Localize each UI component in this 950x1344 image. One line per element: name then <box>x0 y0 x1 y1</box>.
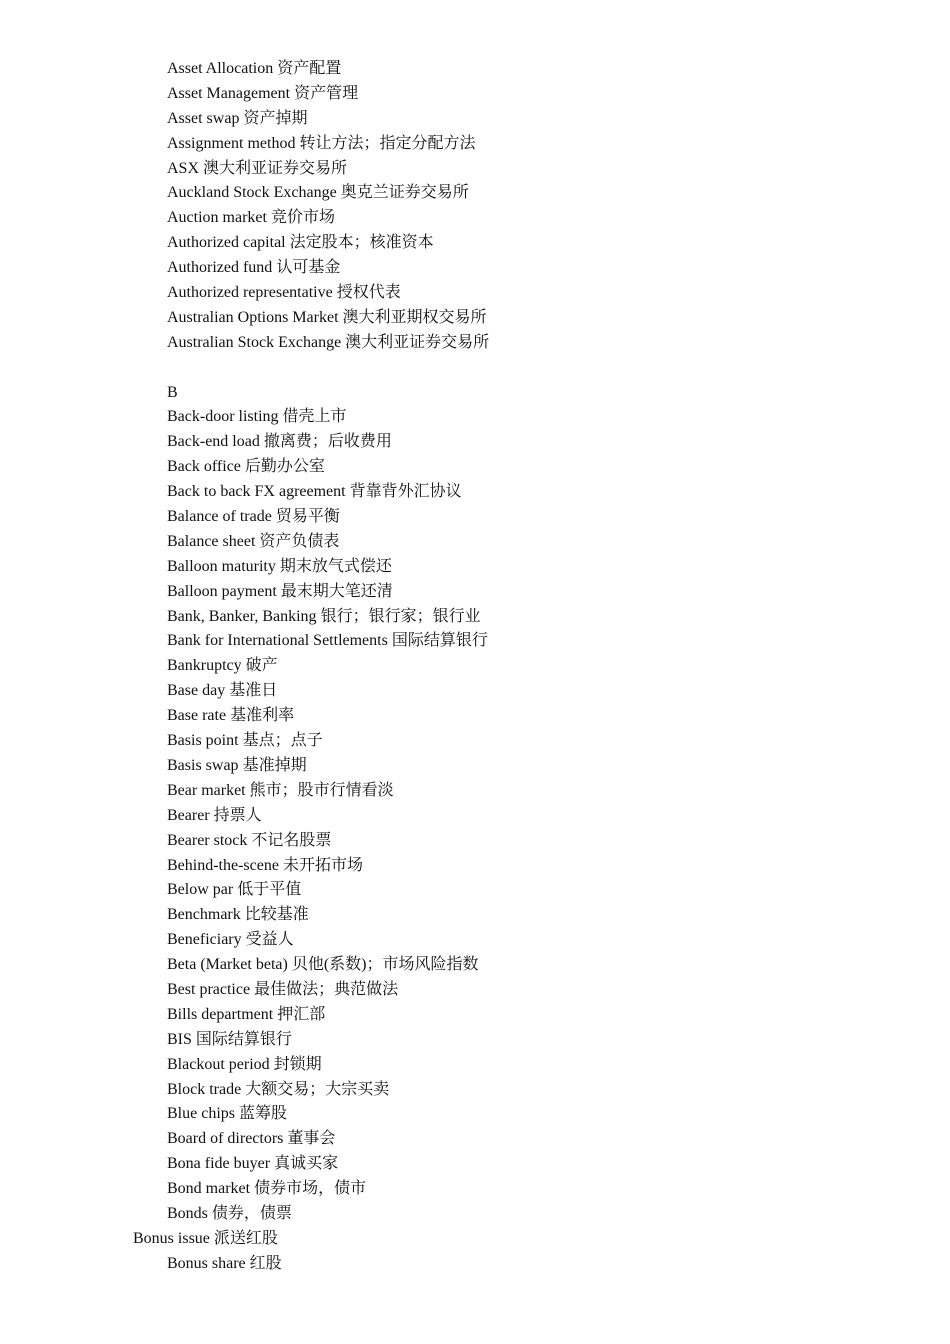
entry-translation: 押汇部 <box>277 1005 326 1023</box>
glossary-entry <box>0 1202 950 1227</box>
entry-term: Authorized capital <box>167 234 286 252</box>
glossary-entry <box>0 405 950 430</box>
entry-term: Base rate <box>167 707 227 725</box>
glossary-entry <box>0 854 950 879</box>
glossary-entry <box>0 704 950 729</box>
entry-translation: 银行；银行家；银行业 <box>320 607 481 625</box>
entry-translation: 撤离费；后收费用 <box>263 433 392 451</box>
entry-translation: 熊市；股市行情看淡 <box>249 781 394 799</box>
entry-translation: 资产掉期 <box>243 109 308 127</box>
glossary-entry <box>0 1053 950 1078</box>
entry-translation: 最末期大笔还清 <box>280 582 393 600</box>
entry-term: Authorized representative <box>167 284 333 302</box>
entry-term: Bank, Banker, Banking <box>167 607 317 625</box>
entry-translation: 受益人 <box>245 931 294 949</box>
entry-term: Below par <box>167 881 234 899</box>
glossary-entry <box>0 605 950 630</box>
glossary-entry <box>0 132 950 157</box>
glossary-entry <box>0 928 950 953</box>
entry-translation: 借壳上市 <box>282 408 347 426</box>
entry-term: Blackout period <box>167 1055 270 1073</box>
glossary-entry <box>0 878 950 903</box>
entry-translation: 破产 <box>245 657 278 675</box>
glossary-entry <box>0 629 950 654</box>
entry-term: Behind-the-scene <box>167 856 279 874</box>
glossary-list <box>0 57 950 1277</box>
entry-translation: 最佳做法；典范做法 <box>254 980 399 998</box>
entry-term: Back office <box>167 458 241 476</box>
glossary-entry <box>0 306 950 331</box>
entry-term: Back-door listing <box>167 408 279 426</box>
glossary-entry <box>0 1252 950 1277</box>
section-heading-b: B <box>167 383 178 401</box>
entry-term: Asset Management <box>167 84 291 102</box>
entry-translation: 澳大利亚证券交易所 <box>203 159 348 177</box>
entry-term: Back to back FX agreement <box>167 483 346 501</box>
entry-term: Bonus issue <box>133 1229 210 1247</box>
entry-term: Authorized fund <box>167 259 273 277</box>
entry-translation: 授权代表 <box>336 284 401 302</box>
entry-term: Assignment method <box>167 134 296 152</box>
glossary-entry <box>0 181 950 206</box>
glossary-entry <box>0 480 950 505</box>
entry-term: Bonds <box>167 1204 208 1222</box>
entry-translation: 未开拓市场 <box>282 856 363 874</box>
entry-translation: 大额交易；大宗买卖 <box>245 1080 390 1098</box>
glossary-entry <box>0 679 950 704</box>
entry-translation: 认可基金 <box>276 259 341 277</box>
entry-term: Asset Allocation <box>167 60 274 77</box>
entry-term: Auckland Stock Exchange <box>167 184 337 202</box>
glossary-entry <box>0 1152 950 1177</box>
entry-term: Balance of trade <box>167 508 272 526</box>
glossary-entry <box>0 530 950 555</box>
glossary-entry <box>0 1003 950 1028</box>
entry-translation: 转让方法；指定分配方法 <box>299 134 476 152</box>
glossary-entry <box>0 430 950 455</box>
glossary-entry <box>0 903 950 928</box>
entry-translation: 持票人 <box>213 806 262 824</box>
entry-term: Balloon payment <box>167 582 277 600</box>
glossary-entry <box>0 1028 950 1053</box>
glossary-entry <box>0 281 950 306</box>
entry-translation: 澳大利亚期权交易所 <box>342 308 487 326</box>
entry-translation: 低于平值 <box>237 881 302 899</box>
entry-term: Base day <box>167 682 226 700</box>
glossary-entry <box>0 206 950 231</box>
glossary-entry <box>0 1102 950 1127</box>
entry-translation: 红股 <box>249 1254 282 1272</box>
entry-term: Asset swap <box>167 109 240 127</box>
entry-term: Bankruptcy <box>167 657 242 675</box>
entry-term: Bearer <box>167 806 210 824</box>
entry-translation: 贸易平衡 <box>275 508 340 526</box>
entry-term: Bona fide buyer <box>167 1155 271 1173</box>
glossary-entry <box>0 57 950 82</box>
glossary-entry <box>0 231 950 256</box>
entry-term: Bearer stock <box>167 831 248 849</box>
entry-translation: 封锁期 <box>273 1055 322 1073</box>
entry-translation: 不记名股票 <box>251 831 332 849</box>
glossary-entry <box>0 256 950 281</box>
entry-term: Board of directors <box>167 1130 284 1148</box>
entry-term: Beneficiary <box>167 931 242 949</box>
entry-translation: 基点；点子 <box>242 732 323 750</box>
entry-term: Back-end load <box>167 433 260 451</box>
entry-translation: 后勤办公室 <box>244 458 325 476</box>
entry-translation: 真诚买家 <box>274 1155 339 1173</box>
glossary-entry <box>0 829 950 854</box>
entry-translation: 基准利率 <box>230 707 295 725</box>
entry-term: Bonus share <box>167 1254 246 1272</box>
entry-translation: 期末放气式偿还 <box>279 557 392 575</box>
entry-translation: 比较基准 <box>244 906 309 924</box>
entry-translation: 债券市场，债市 <box>254 1180 367 1198</box>
entry-term: Basis point <box>167 732 239 750</box>
glossary-entry <box>0 580 950 605</box>
entry-term: BIS <box>167 1030 192 1048</box>
entry-term: Bear market <box>167 781 246 799</box>
glossary-entry <box>0 505 950 530</box>
entry-translation: 资产负债表 <box>259 532 340 550</box>
glossary-entry <box>0 1078 950 1103</box>
entry-term: Balance sheet <box>167 532 256 550</box>
entry-term: Balloon maturity <box>167 557 276 575</box>
entry-translation: 基准掉期 <box>242 756 307 774</box>
entry-translation: 董事会 <box>287 1130 336 1148</box>
entry-translation: 基准日 <box>229 682 278 700</box>
glossary-entry <box>0 1127 950 1152</box>
glossary-entry <box>0 754 950 779</box>
entry-term: Bills department <box>167 1005 274 1023</box>
entry-translation: 国际结算银行 <box>391 632 488 650</box>
entry-term: Australian Stock Exchange <box>167 333 342 351</box>
entry-translation: 国际结算银行 <box>195 1030 292 1048</box>
entry-term: Bank for International Settlements <box>167 632 388 650</box>
entry-translation: 背靠背外汇协议 <box>349 483 462 501</box>
glossary-entry <box>0 729 950 754</box>
entry-term: Auction market <box>167 209 267 227</box>
entry-translation: 资产配置 <box>277 60 342 77</box>
entry-term: Benchmark <box>167 906 241 924</box>
blank-line <box>0 356 950 381</box>
entry-term: Block trade <box>167 1080 242 1098</box>
entry-term: ASX <box>167 159 200 177</box>
glossary-entry <box>0 82 950 107</box>
entry-term: Beta (Market beta) <box>167 956 288 974</box>
glossary-entry <box>0 1227 950 1252</box>
glossary-entry <box>0 953 950 978</box>
glossary-entry <box>0 157 950 182</box>
entry-term: Australian Options Market <box>167 308 339 326</box>
entry-term: Bond market <box>167 1180 251 1198</box>
glossary-entry <box>0 455 950 480</box>
entry-translation: 法定股本；核准资本 <box>289 234 434 252</box>
glossary-entry <box>0 107 950 132</box>
glossary-entry <box>0 804 950 829</box>
entry-translation: 派送红股 <box>213 1229 278 1247</box>
entry-translation: 奥克兰证券交易所 <box>340 184 469 202</box>
entry-term: Blue chips <box>167 1105 235 1123</box>
glossary-entry <box>0 555 950 580</box>
glossary-entry <box>0 331 950 356</box>
entry-term: Best practice <box>167 980 251 998</box>
entry-translation: 竞价市场 <box>270 209 335 227</box>
glossary-entry <box>0 654 950 679</box>
entry-term: Basis swap <box>167 756 239 774</box>
entry-translation: 蓝筹股 <box>239 1105 288 1123</box>
entry-translation: 贝他(系数)；市场风险指数 <box>291 956 479 974</box>
glossary-entry <box>0 779 950 804</box>
glossary-entry <box>0 978 950 1003</box>
entry-translation: 澳大利亚证券交易所 <box>345 333 490 351</box>
entry-translation: 资产管理 <box>294 84 359 102</box>
entry-translation: 债券，债票 <box>211 1204 292 1222</box>
glossary-entry <box>0 1177 950 1202</box>
